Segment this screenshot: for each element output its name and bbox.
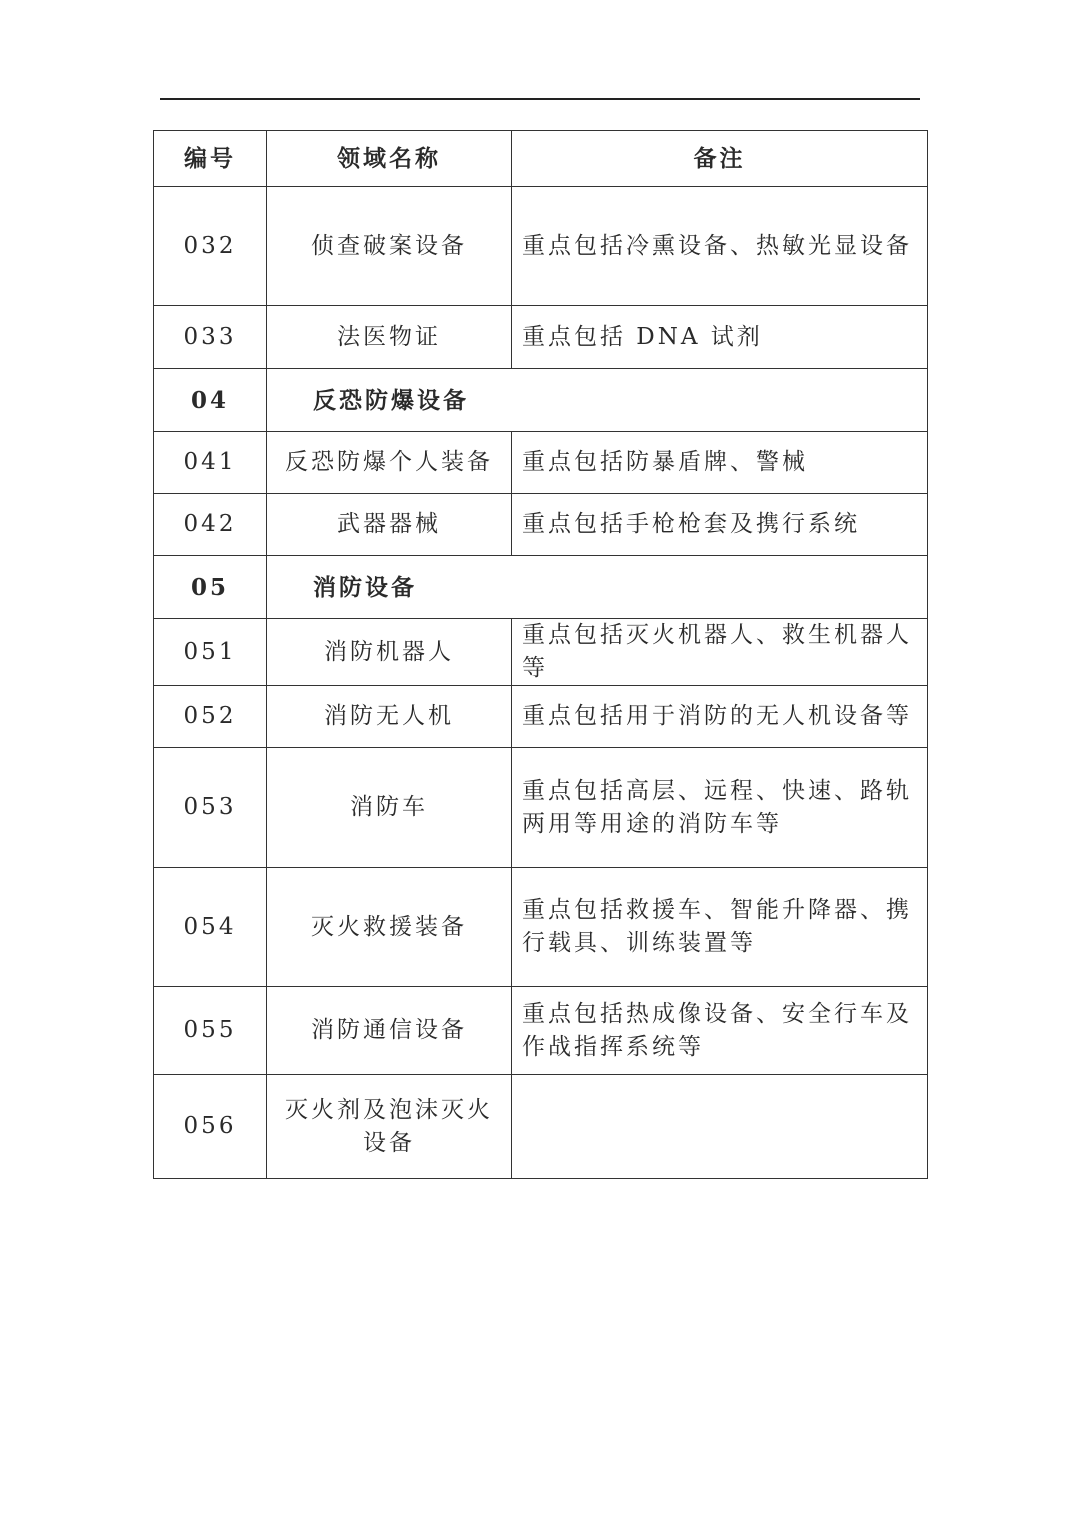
row-code: 056 xyxy=(154,1075,267,1179)
category-row xyxy=(154,556,928,619)
table-row xyxy=(154,432,928,494)
table-row xyxy=(154,686,928,748)
row-note: 重点包括 DNA 试剂 xyxy=(512,306,928,369)
table-row xyxy=(154,1075,928,1179)
category-code: 05 xyxy=(154,556,267,619)
header-rule xyxy=(160,98,920,100)
table-row xyxy=(154,748,928,868)
domain-table xyxy=(153,130,928,1179)
row-name: 消防车 xyxy=(267,748,512,868)
header-name: 领域名称 xyxy=(267,131,512,187)
header-note: 备注 xyxy=(512,131,928,187)
row-code: 055 xyxy=(154,987,267,1075)
category-code: 04 xyxy=(154,369,267,432)
header-code: 编号 xyxy=(154,131,267,187)
table-row xyxy=(154,868,928,987)
table-row xyxy=(154,187,928,306)
row-code: 042 xyxy=(154,494,267,556)
row-note: 重点包括冷熏设备、热敏光显设备 xyxy=(512,187,928,306)
row-name: 武器器械 xyxy=(267,494,512,556)
row-note: 重点包括高层、远程、快速、路轨两用等用途的消防车等 xyxy=(512,748,928,868)
row-note: 重点包括灭火机器人、救生机器人等 xyxy=(512,619,928,686)
table-row xyxy=(154,306,928,369)
row-code: 051 xyxy=(154,619,267,686)
row-name: 消防无人机 xyxy=(267,686,512,748)
category-name: 反恐防爆设备 xyxy=(267,369,928,432)
row-note: 重点包括防暴盾牌、警械 xyxy=(512,432,928,494)
row-name: 反恐防爆个人装备 xyxy=(267,432,512,494)
table-row xyxy=(154,494,928,556)
row-note: 重点包括用于消防的无人机设备等 xyxy=(512,686,928,748)
row-code: 053 xyxy=(154,748,267,868)
row-code: 033 xyxy=(154,306,267,369)
row-code: 041 xyxy=(154,432,267,494)
row-note xyxy=(512,1075,928,1179)
row-code: 054 xyxy=(154,868,267,987)
row-code: 032 xyxy=(154,187,267,306)
row-code: 052 xyxy=(154,686,267,748)
table-row xyxy=(154,987,928,1075)
row-note: 重点包括手枪枪套及携行系统 xyxy=(512,494,928,556)
row-name: 侦查破案设备 xyxy=(267,187,512,306)
category-name: 消防设备 xyxy=(267,556,928,619)
table-header-row xyxy=(154,131,928,187)
category-row xyxy=(154,369,928,432)
table-row xyxy=(154,619,928,686)
row-name: 灭火剂及泡沫灭火设备 xyxy=(267,1075,512,1179)
row-name: 灭火救援装备 xyxy=(267,868,512,987)
row-name: 消防机器人 xyxy=(267,619,512,686)
row-note: 重点包括救援车、智能升降器、携行载具、训练装置等 xyxy=(512,868,928,987)
row-name: 消防通信设备 xyxy=(267,987,512,1075)
row-note: 重点包括热成像设备、安全行车及作战指挥系统等 xyxy=(512,987,928,1075)
row-name: 法医物证 xyxy=(267,306,512,369)
